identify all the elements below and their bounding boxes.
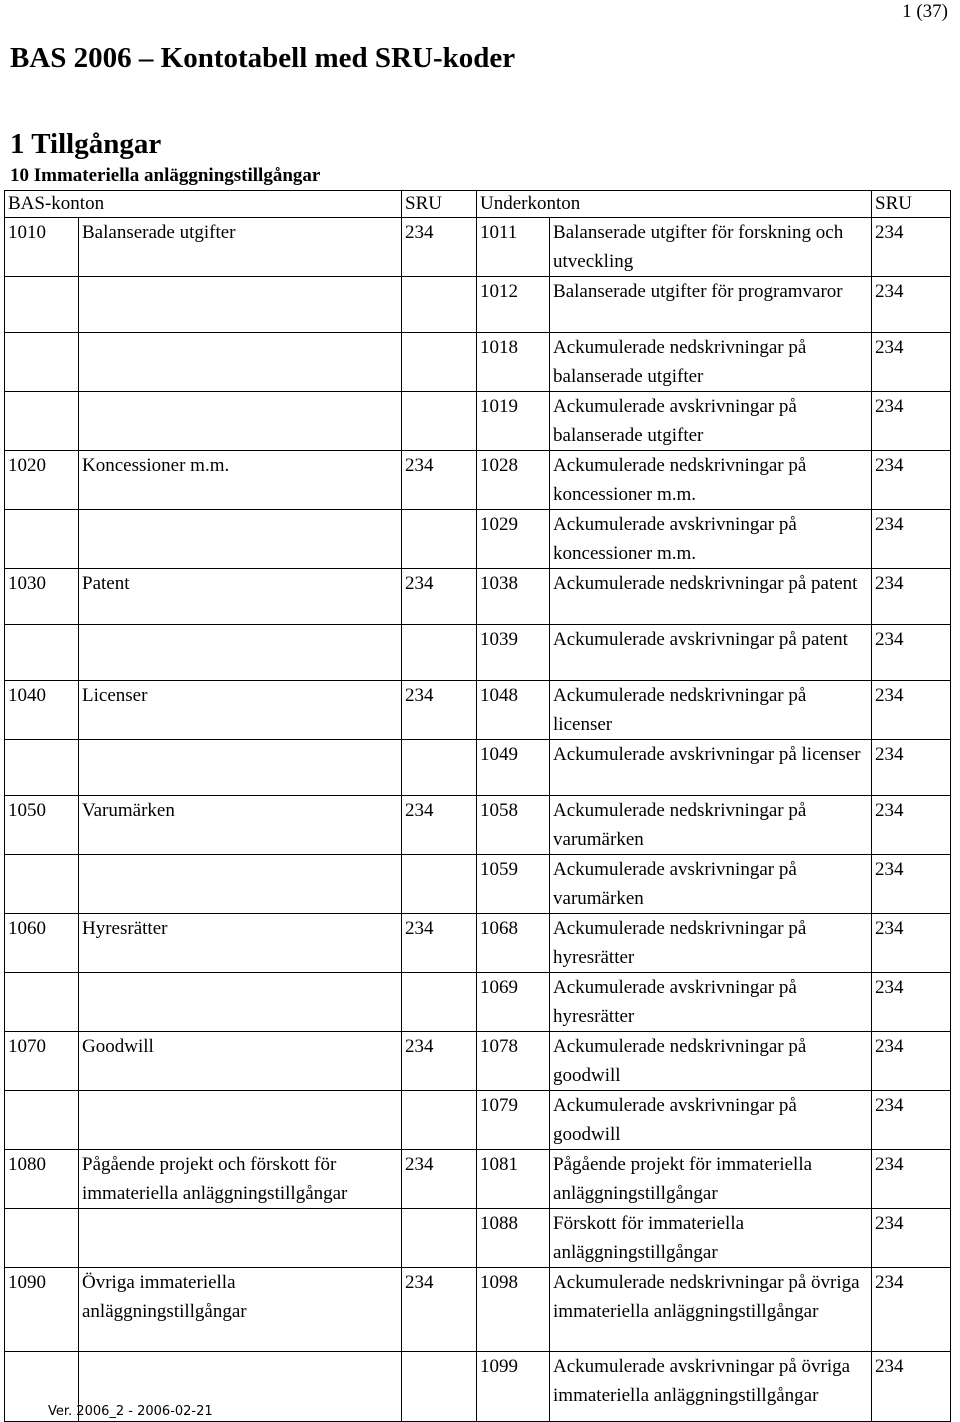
sub-sru-code: 234 <box>872 1091 951 1150</box>
bas-account-name: Pågående projekt och förskott för immateriella anläggningstillgångar <box>79 1150 402 1209</box>
sub-account-number: 1068 <box>477 914 550 973</box>
bas-account-number <box>5 392 79 451</box>
sub-account-name: Ackumulerade nedskrivningar på balanserade utgifter <box>550 333 872 392</box>
bas-account-number: 1080 <box>5 1150 79 1209</box>
sub-account-number: 1081 <box>477 1150 550 1209</box>
sub-sru-code: 234 <box>872 1150 951 1209</box>
bas-account-number: 1090 <box>5 1268 79 1352</box>
bas-account-name <box>79 625 402 681</box>
sub-sru-code: 234 <box>872 392 951 451</box>
table-row <box>5 1209 951 1268</box>
sub-sru-code: 234 <box>872 218 951 277</box>
bas-account-name <box>79 740 402 796</box>
bas-sru-code: 234 <box>402 569 477 625</box>
sub-account-name: Ackumulerade avskrivningar på varumärken <box>550 855 872 914</box>
sub-sru-code: 234 <box>872 796 951 855</box>
sub-account-name: Ackumulerade avskrivningar på övriga immateriella anläggningstillgångar <box>550 1352 872 1422</box>
bas-account-name <box>79 510 402 569</box>
table-row <box>5 914 951 973</box>
bas-account-name <box>79 1209 402 1268</box>
bas-sru-code <box>402 392 477 451</box>
sub-account-name: Balanserade utgifter för programvaror <box>550 277 872 333</box>
sub-account-number: 1011 <box>477 218 550 277</box>
bas-sru-code <box>402 1209 477 1268</box>
table-row <box>5 218 951 277</box>
bas-account-name <box>79 1091 402 1150</box>
table-body <box>5 218 951 1422</box>
sub-account-number: 1039 <box>477 625 550 681</box>
bas-sru-code: 234 <box>402 1032 477 1091</box>
sub-sru-code: 234 <box>872 1352 951 1422</box>
table-row <box>5 569 951 625</box>
sub-sru-code: 234 <box>872 681 951 740</box>
sub-account-number: 1049 <box>477 740 550 796</box>
sub-sru-code: 234 <box>872 569 951 625</box>
bas-account-name <box>79 855 402 914</box>
bas-account-number: 1040 <box>5 681 79 740</box>
bas-account-number <box>5 740 79 796</box>
sub-sru-code: 234 <box>872 1032 951 1091</box>
bas-sru-code <box>402 740 477 796</box>
bas-account-number: 1050 <box>5 796 79 855</box>
bas-account-number <box>5 1209 79 1268</box>
sub-account-number: 1088 <box>477 1209 550 1268</box>
sub-account-name: Ackumulerade nedskrivningar på goodwill <box>550 1032 872 1091</box>
table-row <box>5 740 951 796</box>
bas-account-number <box>5 973 79 1032</box>
sub-account-name: Förskott för immateriella anläggningstillgångar <box>550 1209 872 1268</box>
sub-account-name: Ackumulerade nedskrivningar på koncessioner m.m. <box>550 451 872 510</box>
sub-account-name: Ackumulerade nedskrivningar på varumärken <box>550 796 872 855</box>
sub-sru-code: 234 <box>872 1209 951 1268</box>
sub-sru-code: 234 <box>872 625 951 681</box>
bas-sru-code: 234 <box>402 451 477 510</box>
bas-account-name: Övriga immateriella anläggningstillgångar <box>79 1268 402 1352</box>
table-row <box>5 681 951 740</box>
bas-account-number <box>5 333 79 392</box>
bas-account-name <box>79 333 402 392</box>
bas-account-name <box>79 392 402 451</box>
bas-sru-code <box>402 510 477 569</box>
sub-account-name: Ackumulerade nedskrivningar på övriga immateriella anläggningstillgångar <box>550 1268 872 1352</box>
sub-account-number: 1048 <box>477 681 550 740</box>
table-row <box>5 625 951 681</box>
table-row <box>5 451 951 510</box>
sub-sru-code: 234 <box>872 740 951 796</box>
sub-account-name: Ackumulerade avskrivningar på balanserade utgifter <box>550 392 872 451</box>
header-bas-konton: BAS-konton <box>5 191 402 218</box>
sub-account-name: Ackumulerade avskrivningar på hyresrätter <box>550 973 872 1032</box>
sub-sru-code: 234 <box>872 510 951 569</box>
account-table <box>4 190 951 1422</box>
table-row <box>5 855 951 914</box>
sub-sru-code: 234 <box>872 1268 951 1352</box>
bas-account-number <box>5 1091 79 1150</box>
bas-account-name: Licenser <box>79 681 402 740</box>
sub-account-number: 1098 <box>477 1268 550 1352</box>
bas-sru-code: 234 <box>402 218 477 277</box>
sub-sru-code: 234 <box>872 914 951 973</box>
bas-sru-code <box>402 277 477 333</box>
sub-account-number: 1069 <box>477 973 550 1032</box>
sub-account-name: Ackumulerade avskrivningar på licenser <box>550 740 872 796</box>
bas-sru-code <box>402 625 477 681</box>
subsection-heading: 10 Immateriella anläggningstillgångar <box>10 165 321 186</box>
header-underkonton: Underkonton <box>477 191 872 218</box>
sub-account-number: 1029 <box>477 510 550 569</box>
table-row <box>5 333 951 392</box>
table-row <box>5 1268 951 1352</box>
sub-account-number: 1012 <box>477 277 550 333</box>
table-row <box>5 392 951 451</box>
bas-account-number: 1020 <box>5 451 79 510</box>
version-footer: Ver. 2006_2 - 2006-02-21 <box>48 1404 213 1419</box>
sub-account-number: 1099 <box>477 1352 550 1422</box>
table-row <box>5 973 951 1032</box>
bas-sru-code <box>402 855 477 914</box>
bas-sru-code: 234 <box>402 796 477 855</box>
bas-sru-code <box>402 973 477 1032</box>
bas-account-name <box>79 973 402 1032</box>
header-sru: SRU <box>402 191 477 218</box>
bas-sru-code: 234 <box>402 681 477 740</box>
sub-account-number: 1019 <box>477 392 550 451</box>
bas-account-number <box>5 625 79 681</box>
table-row <box>5 1032 951 1091</box>
sub-sru-code: 234 <box>872 451 951 510</box>
bas-account-name: Balanserade utgifter <box>79 218 402 277</box>
sub-account-name: Pågående projekt för immateriella anläggningstillgångar <box>550 1150 872 1209</box>
bas-sru-code: 234 <box>402 1268 477 1352</box>
sub-account-number: 1059 <box>477 855 550 914</box>
table-row <box>5 1091 951 1150</box>
page-number: 1 (37) <box>902 1 948 22</box>
bas-account-number: 1070 <box>5 1032 79 1091</box>
sub-account-number: 1018 <box>477 333 550 392</box>
sub-account-name: Ackumulerade nedskrivningar på patent <box>550 569 872 625</box>
table-row <box>5 796 951 855</box>
bas-account-number: 1060 <box>5 914 79 973</box>
header-sru-sub: SRU <box>872 191 951 218</box>
table-row <box>5 277 951 333</box>
sub-account-name: Ackumulerade avskrivningar på goodwill <box>550 1091 872 1150</box>
bas-account-name: Hyresrätter <box>79 914 402 973</box>
bas-account-name <box>79 277 402 333</box>
sub-account-name: Balanserade utgifter för forskning och utveckling <box>550 218 872 277</box>
sub-sru-code: 234 <box>872 855 951 914</box>
sub-sru-code: 234 <box>872 973 951 1032</box>
table-row <box>5 1150 951 1209</box>
table-header-row <box>5 191 951 218</box>
sub-account-number: 1058 <box>477 796 550 855</box>
bas-account-number <box>5 510 79 569</box>
table-row <box>5 510 951 569</box>
bas-sru-code <box>402 1352 477 1422</box>
bas-account-number: 1030 <box>5 569 79 625</box>
sub-account-number: 1078 <box>477 1032 550 1091</box>
sub-account-name: Ackumulerade avskrivningar på koncessioner m.m. <box>550 510 872 569</box>
sub-account-name: Ackumulerade nedskrivningar på hyresrätter <box>550 914 872 973</box>
sub-account-number: 1028 <box>477 451 550 510</box>
bas-account-name: Patent <box>79 569 402 625</box>
bas-account-name: Goodwill <box>79 1032 402 1091</box>
sub-account-name: Ackumulerade avskrivningar på patent <box>550 625 872 681</box>
document-title: BAS 2006 – Kontotabell med SRU-koder <box>10 42 516 74</box>
bas-account-name: Varumärken <box>79 796 402 855</box>
sub-account-number: 1038 <box>477 569 550 625</box>
bas-sru-code <box>402 1091 477 1150</box>
section-heading: 1 Tillgångar <box>10 128 162 160</box>
bas-account-number: 1010 <box>5 218 79 277</box>
bas-sru-code: 234 <box>402 914 477 973</box>
bas-account-number <box>5 855 79 914</box>
sub-account-number: 1079 <box>477 1091 550 1150</box>
sub-account-name: Ackumulerade nedskrivningar på licenser <box>550 681 872 740</box>
bas-account-name: Koncessioner m.m. <box>79 451 402 510</box>
sub-sru-code: 234 <box>872 333 951 392</box>
bas-account-number <box>5 277 79 333</box>
bas-sru-code <box>402 333 477 392</box>
sub-sru-code: 234 <box>872 277 951 333</box>
bas-sru-code: 234 <box>402 1150 477 1209</box>
